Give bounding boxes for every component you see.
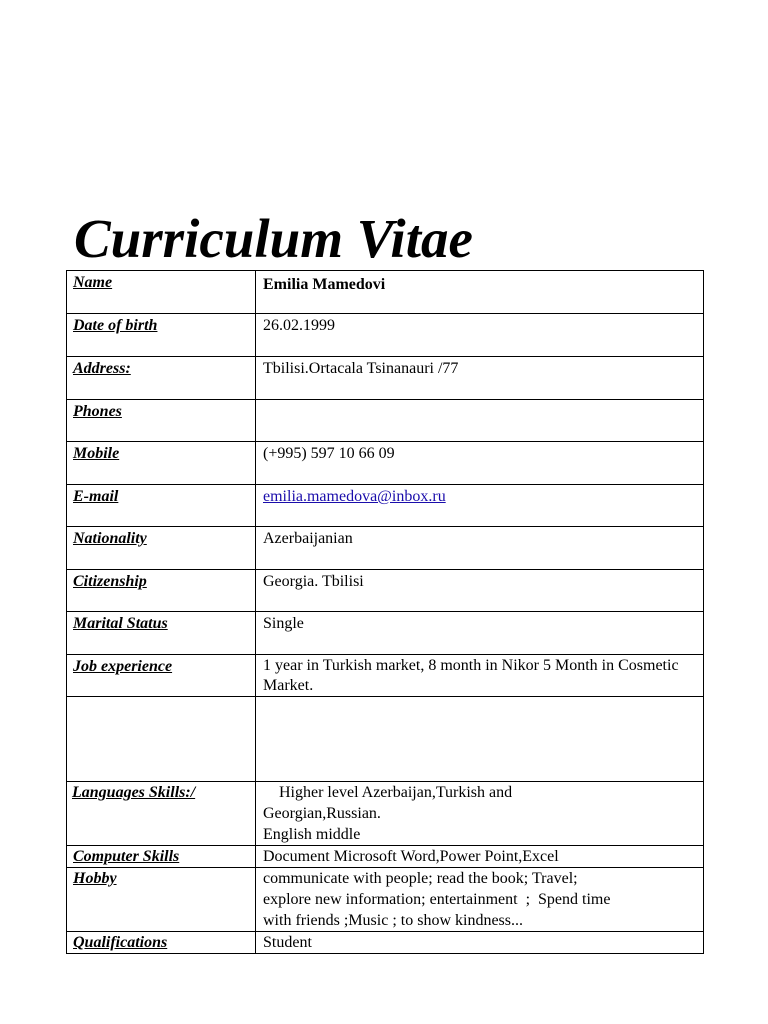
value-cell xyxy=(256,868,704,932)
table-row xyxy=(67,357,704,400)
name-value: Emilia Mamedovi xyxy=(263,276,386,293)
table-row xyxy=(67,846,704,868)
skills-table xyxy=(66,781,704,954)
label-cell xyxy=(67,442,256,485)
marital-status-value: Single xyxy=(263,615,304,632)
table-row xyxy=(67,527,704,570)
date-of-birth-label: Date of birth xyxy=(73,317,158,334)
name-label: Name xyxy=(73,274,113,291)
table-row xyxy=(67,442,704,485)
languages-line: Georgian,Russian. xyxy=(263,805,381,822)
value-cell xyxy=(256,357,704,400)
label-cell xyxy=(67,485,256,527)
value-cell xyxy=(256,655,704,697)
value-cell xyxy=(256,442,704,485)
citizenship-label: Citizenship xyxy=(73,573,147,590)
label-cell xyxy=(67,357,256,400)
languages-line: Higher level Azerbaijan,Turkish and xyxy=(263,784,513,801)
label-cell xyxy=(67,271,256,314)
computer-skills-value: Document Microsoft Word,Power Point,Excel xyxy=(263,848,559,865)
languages-skills-label: Languages Skills:/ xyxy=(72,784,196,801)
hobby-line: explore new information; entertainment ; Spend time xyxy=(263,891,611,908)
table-row xyxy=(67,655,704,697)
value-cell xyxy=(256,527,704,570)
hobby-label: Hobby xyxy=(73,870,117,887)
value-cell xyxy=(256,271,704,314)
table-row xyxy=(67,782,704,846)
hobby-line: communicate with people; read the book; Travel; xyxy=(263,870,578,887)
hobby-line: with friends ;Music ; to show kindness... xyxy=(263,912,523,929)
value-cell xyxy=(256,932,704,954)
label-cell xyxy=(67,400,256,442)
value-cell xyxy=(256,612,704,655)
languages-line: English middle xyxy=(263,826,361,843)
phones-label: Phones xyxy=(73,403,122,420)
job-experience-label: Job experience xyxy=(73,658,173,675)
value-cell xyxy=(256,400,704,442)
label-cell xyxy=(67,570,256,612)
label-cell xyxy=(67,527,256,570)
table-row xyxy=(67,271,704,314)
value-cell xyxy=(256,782,704,846)
empty-cell xyxy=(256,697,704,782)
address-label: Address: xyxy=(73,360,131,377)
table-row xyxy=(67,868,704,932)
table-row xyxy=(67,485,704,527)
date-of-birth-value: 26.02.1999 xyxy=(263,317,335,334)
qualifications-value: Student xyxy=(263,934,312,951)
empty-cell xyxy=(67,697,256,782)
label-cell xyxy=(67,612,256,655)
document-title: Curriculum Vitae xyxy=(74,208,473,269)
nationality-value: Azerbaijanian xyxy=(263,530,353,547)
nationality-label: Nationality xyxy=(73,530,147,547)
job-experience-value: 1 year in Turkish market, 8 month in Nikor 5 Month in Cosmetic Market. xyxy=(263,657,679,694)
value-cell xyxy=(256,314,704,357)
qualifications-label: Qualifications xyxy=(73,934,168,951)
value-cell xyxy=(256,485,704,527)
marital-status-label: Marital Status xyxy=(73,615,168,632)
label-cell xyxy=(67,655,256,697)
mobile-label: Mobile xyxy=(73,445,120,462)
table-row xyxy=(67,400,704,442)
table-row xyxy=(67,314,704,357)
table-row xyxy=(67,570,704,612)
label-cell xyxy=(67,932,256,954)
value-cell xyxy=(256,570,704,612)
computer-skills-label: Computer Skills xyxy=(73,848,180,865)
email-link[interactable]: emilia.mamedova@inbox.ru xyxy=(263,488,446,505)
email-label: E-mail xyxy=(73,488,119,505)
address-value: Tbilisi.Ortacala Tsinanauri /77 xyxy=(263,360,459,377)
label-cell xyxy=(67,868,256,932)
empty-row xyxy=(67,697,704,782)
label-cell xyxy=(67,314,256,357)
personal-info-table xyxy=(66,270,704,782)
label-cell xyxy=(67,846,256,868)
table-row xyxy=(67,612,704,655)
citizenship-value: Georgia. Tbilisi xyxy=(263,573,364,590)
label-cell xyxy=(67,782,256,846)
value-cell xyxy=(256,846,704,868)
table-row xyxy=(67,932,704,954)
mobile-value: (+995) 597 10 66 09 xyxy=(263,445,395,462)
